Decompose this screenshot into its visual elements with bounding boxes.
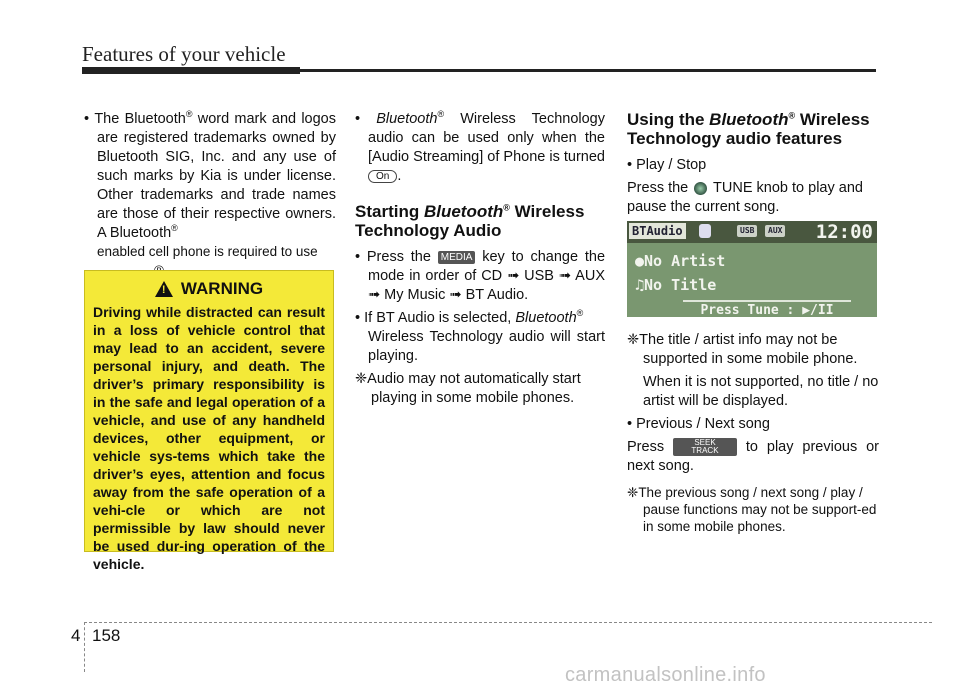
warning-text: Driving while distracted can result in a loss of vehicle control that may lead to an accident, severe personal injury, and death. The driver’s primary responsibility is in the safe and legal operation of a vehicle, and use of any handheld devices, other equipment, or vehicle sys-tems which take the driver’s eyes, attention and focus away from the safe operation of a vehi-cle or which are not permissible by law should never be used dur-ing operation of the vehicle. <box>93 304 325 572</box>
warning-header <box>93 279 325 299</box>
media-key-icon: MEDIA <box>438 251 476 264</box>
footer-rule <box>84 622 932 623</box>
person-icon: ● <box>635 252 645 270</box>
header-rule-accent <box>82 67 300 74</box>
prev-next-note: ❈The previous song / next song / play / pause functions may not be support-ed in some mobile phones. <box>627 485 877 534</box>
press-tune-hint: Press Tune : ▶/II <box>683 300 851 319</box>
chapter-number: 4 <box>71 626 81 645</box>
trademark-bullet: • The Bluetooth® word mark and logos are registered trademarks owned by Bluetooth SIG, Inc. and any use of such marks by Kia is under license. Other trademarks and trade names are those of their respective owners. A Bluetooth® enabled cell phone is required to use <box>84 110 336 287</box>
streaming-bullet: • Bluetooth® Wireless Technology audio can be used only when the [Audio Streaming] of Phone is turned On . <box>355 110 605 186</box>
display-mode-label: BTAudio <box>629 223 686 239</box>
seek-track-paragraph: Press SEEK TRACK to play previous or next song. <box>627 438 880 474</box>
title-artist-note: ❈The title / artist info may not be supported in some mobile phone. <box>627 332 858 367</box>
tune-knob-icon <box>694 182 707 195</box>
watermark: carmanualsonline.info <box>565 664 766 686</box>
page-header-title: Features of your vehicle <box>82 42 286 66</box>
section-heading-starting: Starting Bluetooth® Wireless Technology Audio <box>355 202 585 240</box>
warning-title: WARNING <box>180 279 264 298</box>
column-1 <box>84 110 336 291</box>
title-row: ♫No Title <box>635 276 717 294</box>
bt-audio-display <box>627 221 877 317</box>
music-note-icon: ♫ <box>635 276 645 294</box>
seek-track-key-icon: SEEK TRACK <box>673 438 737 456</box>
bluetooth-icon <box>699 224 711 238</box>
column-3 <box>627 110 879 539</box>
tune-knob-paragraph: Press the TUNE knob to play and pause the current song. <box>627 180 863 215</box>
section-heading-using: Using the Bluetooth® Wireless Technology audio features <box>627 110 870 148</box>
media-key-bullet: • Press the MEDIA key to change the mode in order of CD ➟ USB ➟ AUX ➟ My Music ➟ BT Audio. <box>355 248 605 305</box>
prev-next-bullet: • Previous / Next song <box>627 415 879 434</box>
usb-indicator: USB <box>737 225 757 237</box>
aux-indicator: AUX <box>765 225 785 237</box>
display-clock: 12:00 <box>815 221 873 243</box>
column-2 <box>355 110 605 412</box>
on-button-icon: On <box>368 170 397 183</box>
title-artist-note-continued: When it is not supported, no title / no artist will be displayed. <box>643 374 879 409</box>
play-stop-bullet: • Play / Stop <box>627 156 879 175</box>
footer-divider <box>84 622 85 672</box>
autoplay-note: ❈Audio may not automatically start playing in some mobile phones. <box>355 371 581 406</box>
bt-selected-bullet: • If BT Audio is selected, Bluetooth® Wireless Technology audio will start playing. <box>355 309 605 366</box>
page-number: 158 <box>92 626 121 645</box>
artist-row: ●No Artist <box>635 252 726 270</box>
warning-box <box>84 270 334 572</box>
warning-triangle-icon: ! <box>155 281 173 297</box>
